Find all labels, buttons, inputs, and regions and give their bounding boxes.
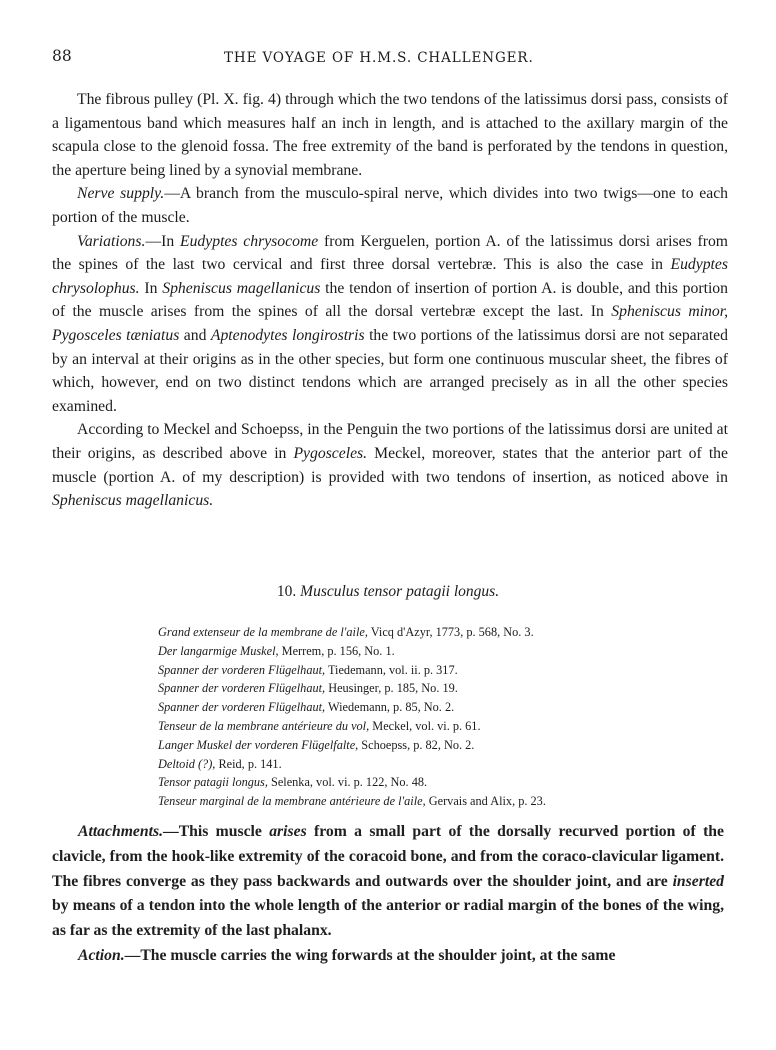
- synonym-entry: Spanner der vorderen Flügelhaut, Heusinger, p. 185, No. 19.: [158, 681, 458, 696]
- synonym-entry: Tensor patagii longus, Selenka, vol. vi. p. 122, No. 48.: [158, 775, 428, 790]
- paragraph-action: Action.—The muscle carries the wing forwards at the shoulder joint, at the same: [78, 946, 616, 964]
- section-number: 10.: [276, 583, 297, 600]
- synonym-entry: Spanner der vorderen Flügelhaut, Wiedemann, p. 85, No. 2.: [158, 700, 455, 715]
- action-label: Action.: [78, 946, 125, 964]
- attachments-label: Attachments.: [78, 823, 163, 840]
- lower-text-block: [52, 820, 724, 969]
- synonym-entry: Langer Muskel der vorderen Flügelfalte, Schoepss, p. 82, No. 2.: [158, 737, 475, 752]
- upper-text-block: [52, 88, 728, 513]
- synonymy-list: [158, 623, 718, 811]
- species-name: Aptenodytes longirostris: [210, 326, 365, 344]
- species-name: Spheniscus magellanicus.: [52, 492, 214, 510]
- section-heading: [0, 583, 776, 601]
- species-name: Eudyptes chrysocome: [180, 232, 319, 250]
- synonym-entry: Grand extenseur de la membrane de l'aile, Vicq d'Azyr, 1773, p. 568, No. 3.: [158, 625, 534, 639]
- species-name: Spheniscus minor, Pygosceles tæniatus: [52, 303, 728, 344]
- variations-label: Variations.: [77, 232, 146, 250]
- species-name: Eudyptes chrysolophus.: [52, 256, 728, 297]
- inserted-term: inserted: [672, 872, 724, 890]
- synonym-entry: Tenseur de la membrane antérieure du vol, Meckel, vol. vi. p. 61.: [158, 718, 481, 733]
- paragraph-nerve-supply: Nerve supply.—A branch from the musculo-spiral nerve, which divides into two twigs—one to each portion of the muscle.: [52, 185, 728, 226]
- paragraph-variations: Variations.—In Eudyptes chrysocome from Kerguelen, portion A. of the latissimus dorsi arises from the spines of the last two cervical and first three dorsal vertebræ. This is also the case in Eudyptes chrysolophus. In Spheniscus magellanicus the tendon of insertion of portion A. is double, and this portion of the muscle arises from the spines of all the dorsal vertebræ except the last. In Spheniscus minor, Pygosceles tæniatus and Aptenodytes longirostris the two portions of the latissimus dorsi are not separated by an interval at their origins as in the other species, but form one continuous muscular sheet, the fibres of which, however, end on two distinct tendons which are arranged precisely as in all the other species examined.: [52, 232, 728, 415]
- synonym-entry: Spanner der vorderen Flügelhaut, Tiedemann, vol. ii. p. 317.: [158, 662, 458, 677]
- paragraph-pulley: The fibrous pulley (Pl. X. fig. 4) through which the two tendons of the latissimus dorsi pass, consists of a ligamentous band which measures half an inch in length, and is attached to the axillary margin of the scapula close to the glenoid fossa. The free extremity of the band is perforated by the tendons in question, the aperture being lined by a synovial membrane.: [52, 91, 728, 179]
- paragraph-meckel: According to Meckel and Schoepss, in the Penguin the two portions of the latissimus dorsi are united at their origins, as described above in Pygosceles. Meckel, moreover, states that the anterior part of the muscle (portion A. of my description) is provided with two tendons of insertion, as noticed above in Spheniscus magellanicus.: [52, 421, 728, 510]
- species-name: Spheniscus magellanicus: [162, 279, 321, 297]
- synonym-entry: Der langarmige Muskel, Merrem, p. 156, No. 1.: [158, 643, 395, 658]
- synonym-entry: Tenseur marginal de la membrane antérieure de l'aile, Gervais and Alix, p. 23.: [158, 794, 546, 809]
- arises-term: arises: [269, 823, 307, 840]
- running-title: THE VOYAGE OF H.M.S. CHALLENGER.: [224, 50, 534, 66]
- paragraph-attachments: Attachments.—This muscle arises from a small part of the dorsally recurved portion of the clavicle, from the hook-like extremity of the coracoid bone, and from the coraco-clavicular ligament. The fibres converge as they pass backwards and outwards over the shoulder joint, and are inserted by means of a tendon into the whole length of the anterior or radial margin of the bones of the wing, as far as the extremity of the last phalanx.: [52, 823, 724, 940]
- nerve-supply-label: Nerve supply.: [77, 185, 165, 203]
- page-number: 88: [52, 47, 72, 65]
- page-header: [52, 47, 742, 71]
- synonym-entry: Deltoid (?), Reid, p. 141.: [158, 756, 282, 771]
- section-title: Musculus tensor patagii longus.: [300, 583, 500, 600]
- species-name: Pygosceles.: [293, 444, 368, 462]
